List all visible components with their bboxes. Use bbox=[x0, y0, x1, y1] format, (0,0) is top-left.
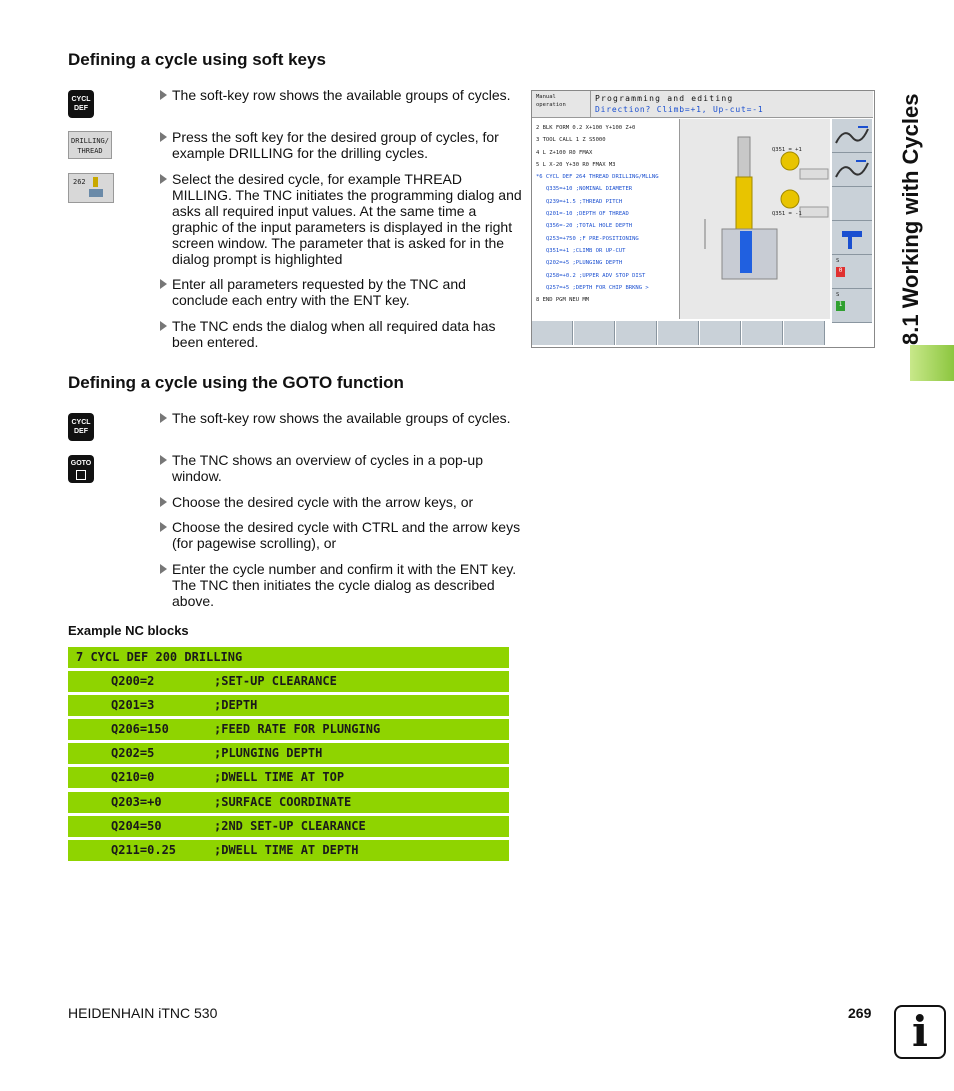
path-left-icon bbox=[832, 119, 872, 152]
s2-bullet-3: Choose the desired cycle with the arrow keys, or bbox=[160, 494, 522, 510]
s1-bullet-4: Enter all parameters requested by the TNC and conclude each entry with the ENT key. bbox=[160, 276, 522, 308]
screen-softkey-5[interactable] bbox=[700, 321, 741, 345]
nc-row: Q210=0 ;DWELL TIME AT TOP bbox=[68, 767, 509, 788]
s1-bullet-2: Press the soft key for the desired group of cycles, for example DRILLING for the drilling cycles. bbox=[160, 129, 522, 161]
screen-mode-box: Manual operation bbox=[532, 91, 591, 118]
screen-vkey-spindle-off[interactable]: S 0 bbox=[832, 255, 872, 289]
chapter-tab-green bbox=[910, 345, 954, 381]
goto-square-icon bbox=[76, 470, 86, 480]
thread-drilling-graphic bbox=[680, 119, 830, 319]
s1-bullet-3: Select the desired cycle, for example THREAD MILLING. The TNC initiates the programming dialog and asks all required input values. At the same time a graphic of the input parameters is displayed in the right screen window. The parameter that is asked for in the dialog prompt is highlighted bbox=[160, 171, 522, 267]
example-heading: Example NC blocks bbox=[68, 623, 189, 638]
chapter-side-title: 8.1 Working with Cycles bbox=[898, 93, 923, 345]
cycle-262-softkey[interactable]: 262 bbox=[68, 173, 114, 203]
s1-bullet-5: The TNC ends the dialog when all required data has been entered. bbox=[160, 318, 522, 350]
section2-heading: Defining a cycle using the GOTO function bbox=[68, 373, 404, 392]
info-icon: i bbox=[894, 1005, 946, 1059]
footer-left: HEIDENHAIN iTNC 530 bbox=[68, 1005, 218, 1021]
screen-vkey-spindle-on[interactable]: S 1 bbox=[832, 289, 872, 323]
screen-vkey-4[interactable] bbox=[832, 221, 872, 255]
program-listing: 2 BLK FORM 0.2 X+100 Y+100 Z+0 3 TOOL CALL 1 Z S5000 4 L Z+100 R0 FMAX 5 L X-20 Y+30 R0 FMAX M3 *6 CYCL DEF 264 THREAD DRILLING/MLLNG Q335=+10 ;NOMINAL DIAMETER Q239=+1.5 ;THREAD PITCH Q201=-10 ;DEPTH OF THREAD Q356=-20 ;TOTAL HOLE DEPTH Q253=+750 ;F PRE-POSITIONING Q351=+1 ;CLIMB OR UP-CUT Q202=+5 ;PLUNGING DEPTH Q258=+0.2 ;UPPER ADV STOP DIST Q257=+5 ;DEPTH FOR CHIP BRKNG > 8 END PGM NEU MM bbox=[536, 125, 659, 303]
nc-row: Q200=2 ;SET-UP CLEARANCE bbox=[68, 671, 509, 692]
nc-row: Q202=5 ;PLUNGING DEPTH bbox=[68, 743, 509, 764]
coolant-icon bbox=[832, 221, 872, 254]
tnc-screen bbox=[531, 90, 875, 348]
section1-heading: Defining a cycle using soft keys bbox=[68, 50, 326, 69]
path-right-icon bbox=[832, 153, 872, 186]
s1-bullet-1: The soft-key row shows the available groups of cycles. bbox=[160, 87, 522, 103]
cycl-def-key[interactable]: CYCL DEF bbox=[68, 90, 94, 118]
page-number: 269 bbox=[848, 1005, 872, 1021]
nc-first-line: 7 CYCL DEF 200 DRILLING bbox=[68, 647, 509, 668]
s2-bullet-5: Enter the cycle number and confirm it with the ENT key. The TNC then initiates the cycle dialog as described above. bbox=[160, 561, 522, 609]
screen-softkey-4[interactable] bbox=[658, 321, 699, 345]
cycle-graphic: Q351 = +1 Q351 = -1 bbox=[679, 119, 830, 319]
screen-softkey-7[interactable] bbox=[784, 321, 825, 345]
screen-vkey-3[interactable] bbox=[832, 187, 872, 221]
drilling-thread-softkey[interactable]: DRILLING/ THREAD bbox=[68, 131, 112, 159]
screen-softkey-2[interactable] bbox=[574, 321, 615, 345]
nc-row: Q203=+0 ;SURFACE COORDINATE bbox=[68, 792, 509, 813]
screen-vkey-1[interactable] bbox=[832, 119, 872, 153]
screen-softkey-1[interactable] bbox=[532, 321, 573, 345]
nc-row: Q204=50 ;2ND SET-UP CLEARANCE bbox=[68, 816, 509, 837]
cycl-def-key-2[interactable]: CYCL DEF bbox=[68, 413, 94, 441]
screen-vkey-2[interactable] bbox=[832, 153, 872, 187]
nc-row: Q211=0.25 ;DWELL TIME AT DEPTH bbox=[68, 840, 509, 861]
screen-header: Programming and editing Direction? Climb=+1, Up-cut=-1 bbox=[591, 91, 873, 118]
goto-key[interactable]: GOTO bbox=[68, 455, 94, 483]
nc-row: Q206=150 ;FEED RATE FOR PLUNGING bbox=[68, 719, 509, 740]
screen-softkey-6[interactable] bbox=[742, 321, 783, 345]
s2-bullet-4: Choose the desired cycle with CTRL and the arrow keys (for pagewise scrolling), or bbox=[160, 519, 522, 551]
s2-bullet-1: The soft-key row shows the available groups of cycles. bbox=[160, 410, 522, 426]
screen-softkey-3[interactable] bbox=[616, 321, 657, 345]
s2-bullet-2: The TNC shows an overview of cycles in a pop-up window. bbox=[160, 452, 522, 484]
nc-row: Q201=3 ;DEPTH bbox=[68, 695, 509, 716]
thread-mill-icon bbox=[87, 177, 105, 199]
